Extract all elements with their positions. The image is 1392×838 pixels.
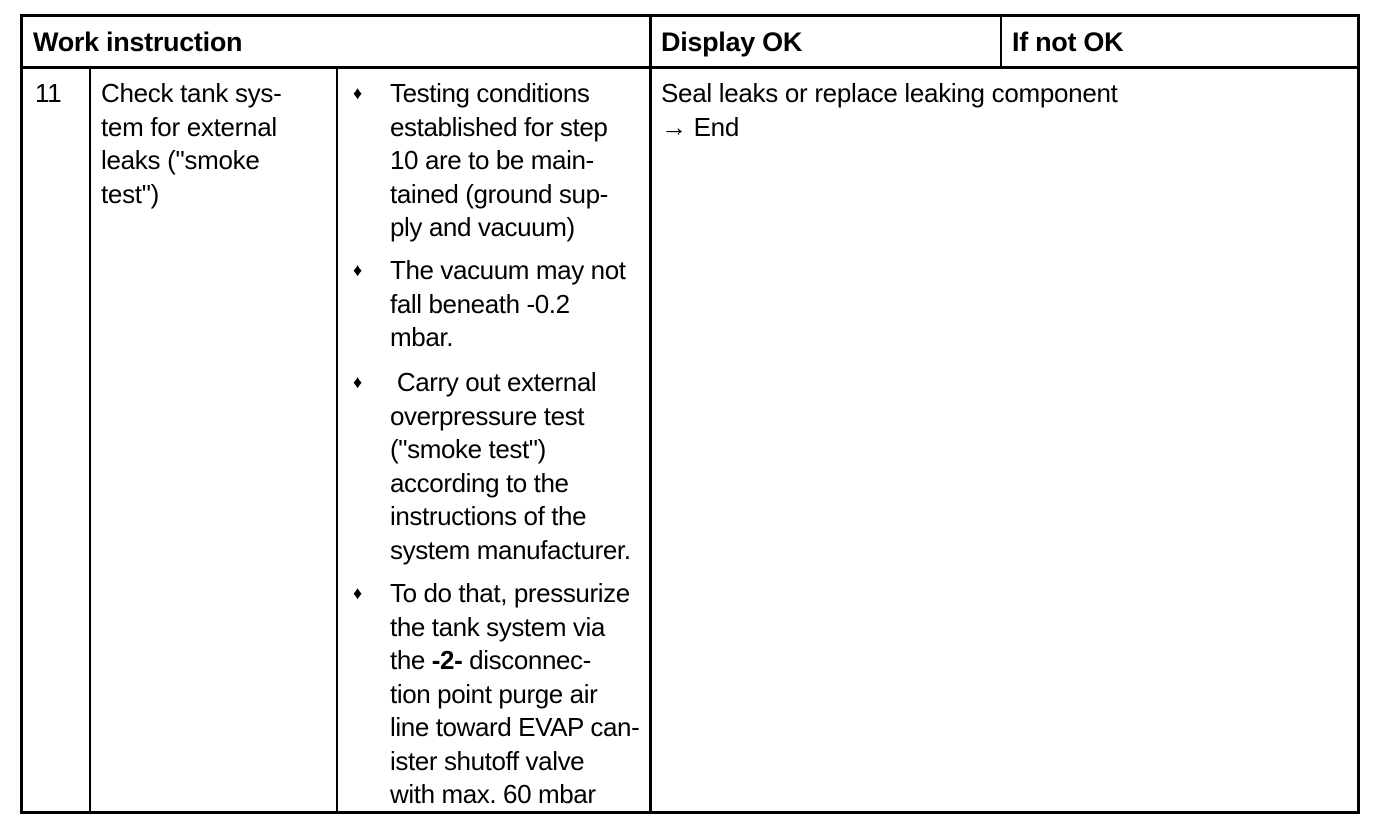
bullet-line: The vacuum may not [390,255,626,285]
task-line: tem for external [101,111,277,142]
bullet-line: system manufacturer. [390,534,631,565]
diamond-bullet-icon: ♦ [353,83,363,103]
task-line: Check tank sys- [101,78,282,108]
bullet-line [390,644,645,678]
bullet-line: instructions of the [390,501,587,531]
callout-number: -2- [431,645,463,675]
bullet-line: tion point purge air [390,678,598,709]
column-divider-task [336,69,338,814]
work-instruction-table [20,14,1360,814]
bullet-text-segment: the [390,645,432,675]
bullet-line: ply and vacuum) [390,212,575,242]
bullet-line: overpressure test [390,400,585,431]
bullet-line: tained (ground sup- [390,178,608,209]
column-divider-display-ok [649,17,652,814]
diamond-bullet-icon: ♦ [353,583,363,603]
task-line: test") [101,178,159,209]
bullet-line: the tank system via [390,611,605,642]
bullet-line: ister shutoff valve [390,745,585,776]
column-divider-step [89,69,91,814]
task-description [101,77,331,211]
header-if-not-ok: If not OK [1012,27,1124,57]
diamond-bullet-icon: ♦ [353,372,363,392]
bullet-line: established for step [390,111,608,142]
bullet-line: 10 are to be main- [390,145,594,175]
diamond-bullet-icon: ♦ [353,260,363,280]
bullet-line: according to the [390,467,569,498]
instruction-bullets [339,77,649,812]
bullet-line: Testing conditions [390,78,590,108]
step-number: 11 [35,78,62,108]
bullet-line: with max. 60 mbar [390,779,596,809]
bullet-text-segment: disconnec- [462,645,591,675]
task-line: leaks ("smoke [101,145,260,175]
bullet-line: mbar. [390,322,454,352]
column-divider-if-not-ok [1000,17,1002,69]
bullet-line: ("smoke test") [390,434,546,464]
bullet-line: line toward EVAP can- [390,712,640,742]
bullet-line: Carry out external [390,367,597,397]
bullet-line: To do that, pressurize [390,578,630,608]
display-ok-line: → End [661,111,739,142]
display-ok-line: Seal leaks or replace leaking component [661,78,1118,108]
header-work-instruction: Work instruction [33,27,243,57]
header-display-ok: Display OK [661,27,803,57]
bullet-line: fall beneath -0.2 [390,288,570,319]
display-ok-text [661,77,1351,144]
